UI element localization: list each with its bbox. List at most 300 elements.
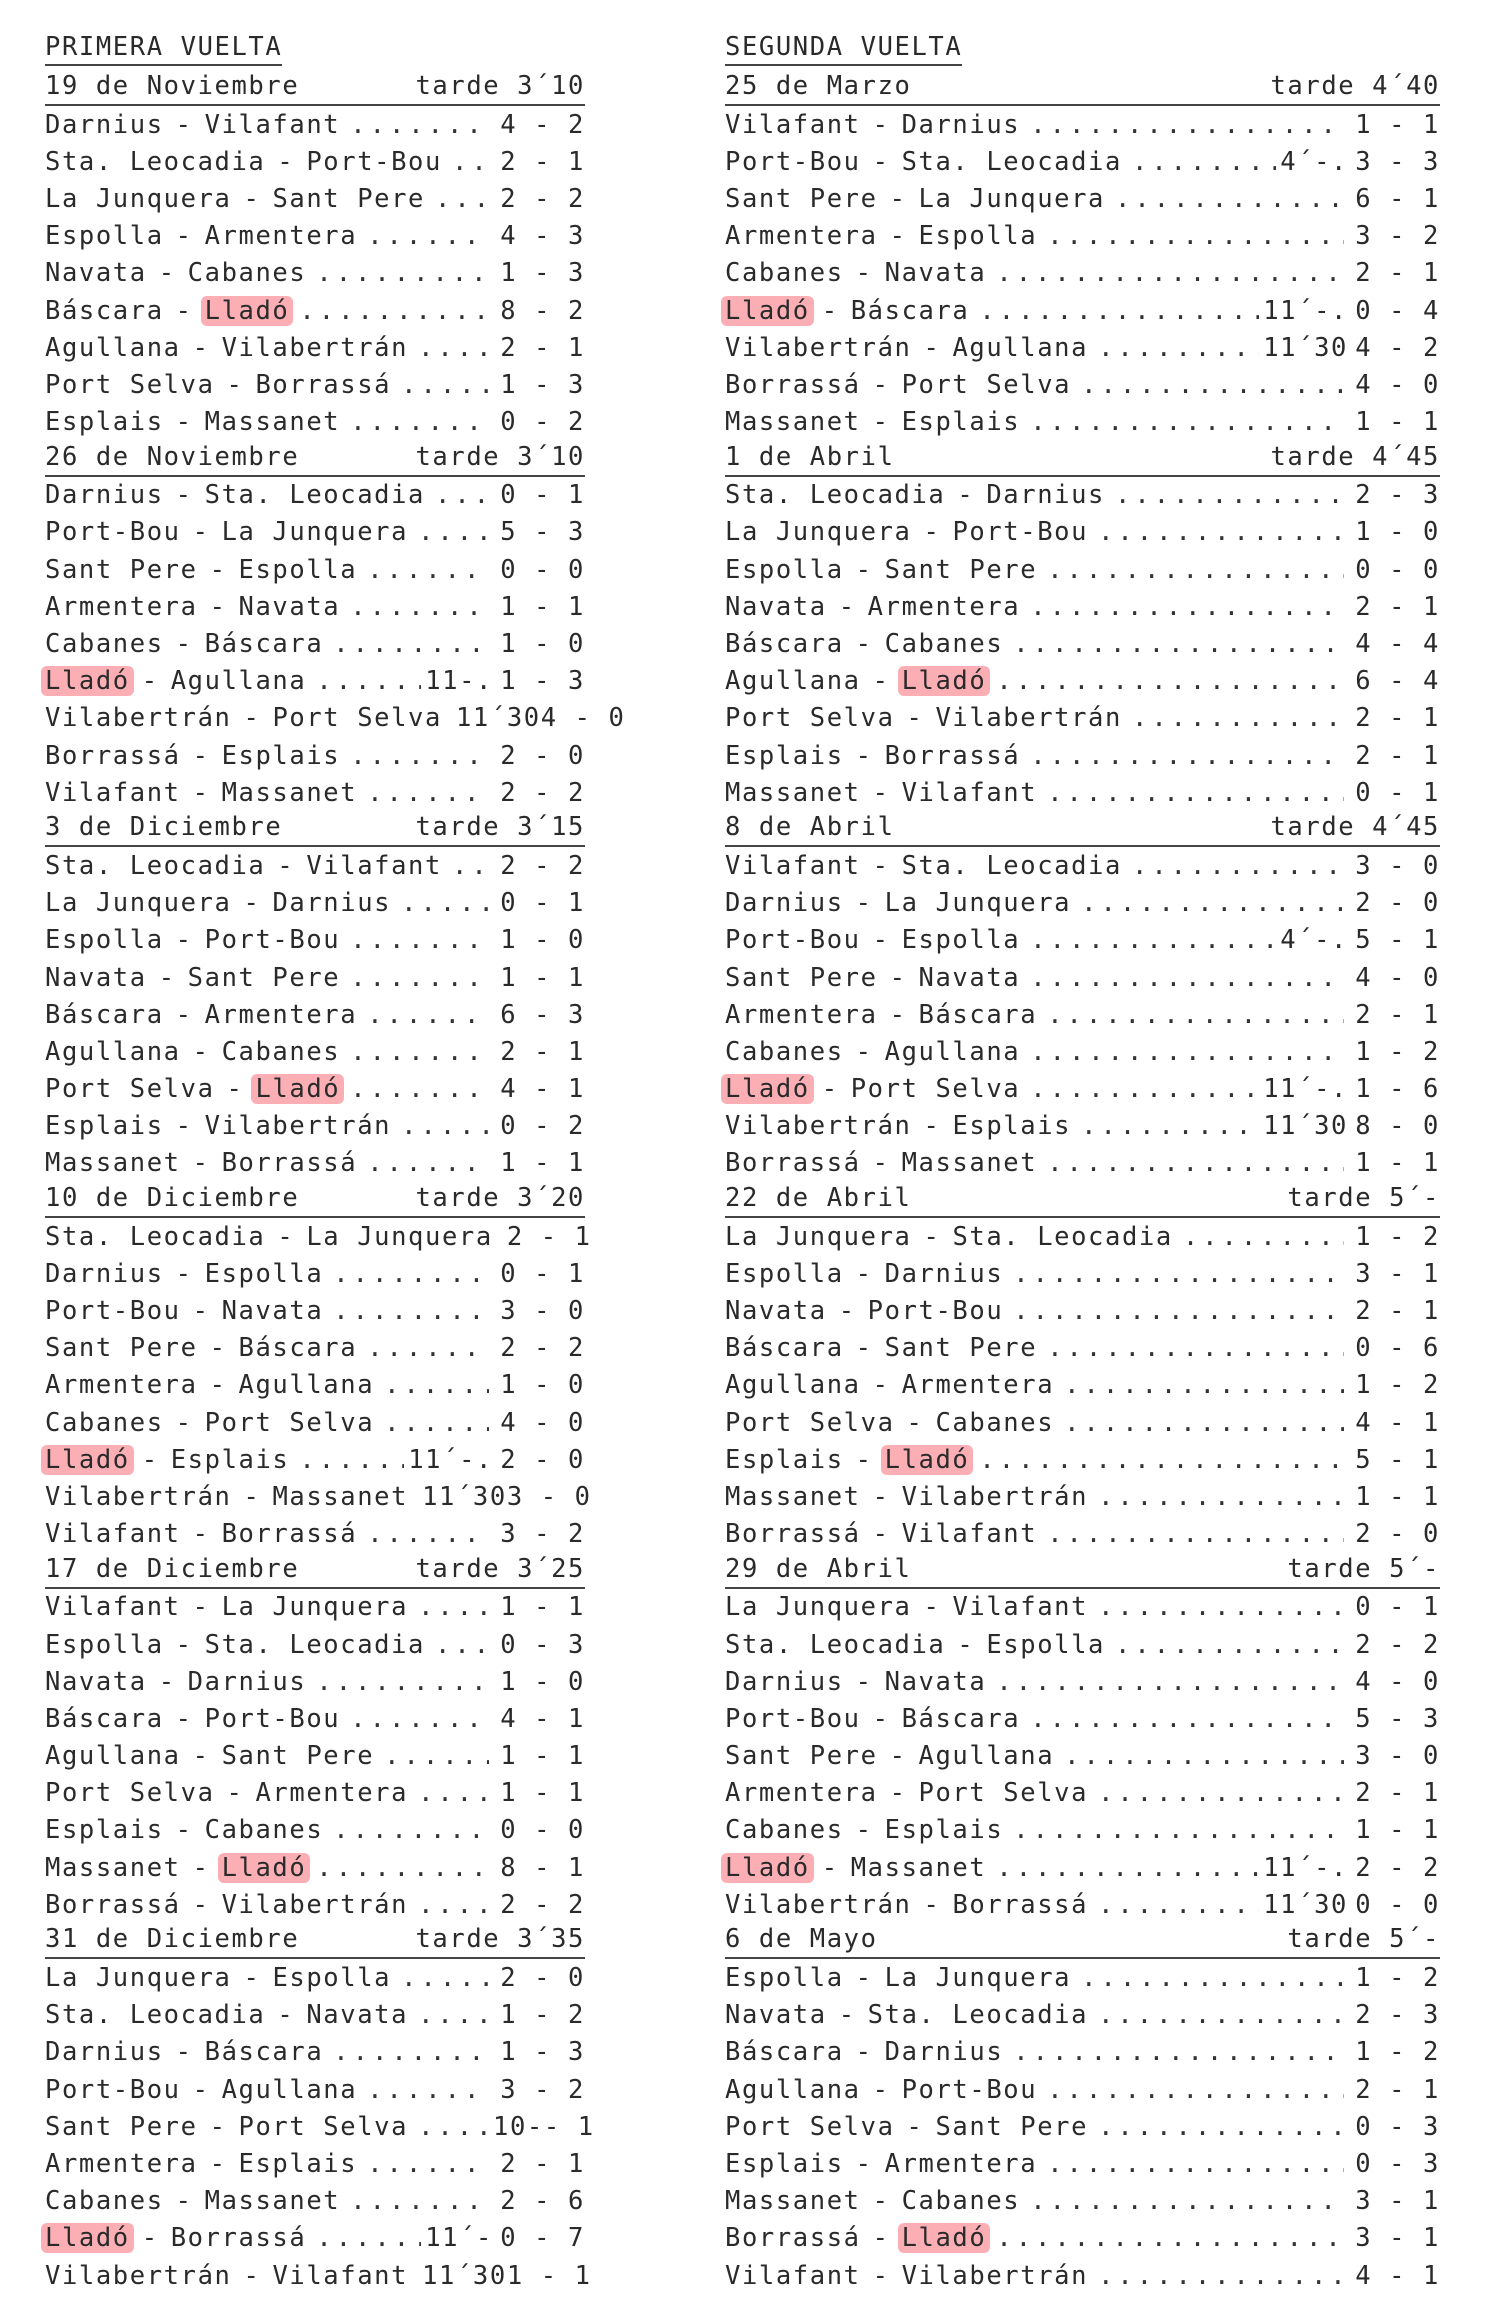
team-separator: - [192, 2074, 210, 2105]
dot-leader [401, 370, 489, 400]
match-score: 1 - 1 [506, 2260, 592, 2291]
home-team: Borrassá [725, 1148, 861, 1179]
match-row [45, 663, 585, 700]
away-team: La Junquera [221, 1592, 409, 1623]
away-team: Sant Pere [884, 1333, 1038, 1364]
match-row [725, 477, 1440, 514]
home-team: Darnius [725, 888, 844, 919]
match-row [725, 1700, 1440, 1737]
column-heading: SEGUNDA VUELTA [725, 30, 962, 66]
home-team: Báscara [725, 629, 844, 660]
home-team: Báscara [45, 295, 164, 326]
match-teams [45, 1630, 425, 1660]
home-team: Agullana [45, 332, 181, 363]
match-teams [725, 963, 1020, 993]
away-team: Navata [918, 962, 1021, 993]
match-time-note: 11´30 [1263, 332, 1348, 363]
dot-leader [418, 2000, 489, 2030]
away-team: Báscara [901, 1703, 1021, 1734]
dot-leader [333, 2037, 489, 2067]
match-teams [725, 1333, 1037, 1363]
match-row [45, 1218, 592, 1255]
home-team: Navata [45, 962, 147, 993]
team-separator: - [141, 1444, 159, 1475]
match-teams [725, 1222, 1173, 1252]
round-date: 1 de Abril [725, 441, 895, 472]
away-team: Armentera [204, 221, 358, 252]
team-separator: - [855, 554, 873, 585]
away-team: Armentera [204, 999, 358, 1030]
round-block [45, 811, 585, 1182]
home-team: Darnius [45, 1258, 164, 1289]
match-teams [45, 407, 340, 437]
match-teams [45, 1445, 289, 1475]
dot-leader [316, 2223, 421, 2253]
home-team: Massanet [725, 2186, 861, 2217]
match-row [725, 1959, 1440, 1996]
dot-leader [316, 258, 489, 288]
match-row [725, 1145, 1440, 1182]
match-row [45, 1330, 585, 1367]
match-score: 4 - 1 [500, 1703, 585, 1734]
dot-leader [1132, 703, 1344, 733]
home-team: Vilabertrán [45, 1481, 232, 1512]
dot-leader [299, 296, 489, 326]
away-team: Esplais [901, 407, 1021, 438]
away-team: Port-Bou [901, 2074, 1038, 2105]
match-row [45, 737, 585, 774]
match-score: 3 - 2 [500, 1519, 585, 1550]
team-separator: - [243, 183, 261, 214]
match-score: 10-- 1 [493, 2111, 595, 2142]
round-header [725, 1553, 1440, 1589]
dot-leader [350, 1074, 489, 1104]
team-separator: - [872, 1481, 890, 1512]
away-team: Cabanes [221, 1036, 341, 1067]
team-separator: - [192, 1296, 210, 1327]
home-team: Agullana [45, 1036, 181, 1067]
match-teams [725, 1370, 1054, 1400]
match-score: 2 - 2 [500, 183, 585, 214]
round-block [45, 441, 626, 812]
match-teams [45, 2112, 408, 2142]
match-row [725, 1663, 1440, 1700]
home-team: Sant Pere [45, 554, 198, 585]
match-teams [45, 2037, 323, 2067]
away-team: Esplais [952, 1111, 1072, 1142]
match-teams [45, 1963, 391, 1993]
away-team: Darnius [986, 480, 1106, 511]
round-time: tarde 3´35 [415, 1924, 585, 1955]
match-teams [725, 1704, 1020, 1734]
dot-leader [367, 1148, 489, 1178]
dot-leader [350, 2186, 489, 2216]
match-teams [725, 1408, 1054, 1438]
match-row [725, 1441, 1440, 1478]
home-team: Lladó [41, 2223, 134, 2253]
away-team: Navata [221, 1296, 324, 1327]
match-teams [45, 1259, 323, 1289]
home-team: Sta. Leocadia [45, 2000, 266, 2031]
match-teams [725, 2000, 1088, 2030]
dot-leader [333, 629, 489, 659]
match-score: 3 - 1 [1355, 2223, 1440, 2254]
team-separator: - [872, 925, 890, 956]
match-teams [45, 963, 340, 993]
team-separator: - [923, 332, 941, 363]
match-row [45, 1071, 585, 1108]
dot-leader [1115, 480, 1344, 510]
match-row [45, 2145, 585, 2182]
away-team: La Junquera [221, 517, 409, 548]
match-teams [45, 2186, 340, 2216]
round-date: 19 de Noviembre [45, 71, 300, 101]
match-teams [45, 1037, 340, 1067]
match-row [725, 737, 1440, 774]
dot-leader [350, 1704, 489, 1734]
dot-leader [350, 741, 489, 771]
team-separator: - [277, 2000, 295, 2031]
away-team: La Junquera [918, 183, 1106, 214]
team-separator: - [192, 1889, 210, 1920]
away-team: Báscara [918, 999, 1038, 1030]
match-teams [45, 2223, 306, 2253]
home-team: Vilafant [725, 2260, 861, 2291]
dot-leader [996, 2223, 1344, 2253]
home-team: Vilafant [725, 850, 861, 881]
away-team: Lladó [201, 296, 294, 326]
match-score: 2 - 1 [500, 332, 585, 363]
match-teams [45, 1111, 391, 1141]
match-score: 8 - 1 [500, 1852, 585, 1883]
match-score: 4 - 1 [500, 1074, 585, 1105]
team-separator: - [889, 183, 907, 214]
match-teams [725, 2037, 1003, 2067]
match-row [725, 1255, 1440, 1292]
home-team: Sant Pere [45, 1333, 198, 1364]
round-block [725, 441, 1440, 812]
team-separator: - [872, 2260, 890, 2291]
team-separator: - [243, 1963, 261, 1994]
match-row [725, 292, 1440, 329]
match-row [725, 218, 1440, 255]
match-score: 1 - 1 [500, 1592, 585, 1623]
team-separator: - [872, 850, 890, 881]
away-team: Vilabertrán [935, 703, 1122, 734]
match-score: 2 - 0 [500, 1963, 585, 1994]
dot-leader [1030, 1074, 1259, 1104]
away-team: Cabanes [935, 1407, 1055, 1438]
home-team: Armentera [725, 221, 878, 252]
away-team: Borrassá [255, 369, 392, 400]
dot-leader [384, 1741, 489, 1771]
home-team: Espolla [725, 554, 844, 585]
team-separator: - [141, 2223, 159, 2254]
dot-leader [435, 1630, 489, 1660]
match-row [725, 774, 1440, 811]
round-time: tarde 3´15 [415, 812, 585, 843]
team-separator: - [175, 2186, 193, 2217]
home-team: Navata [725, 2000, 827, 2031]
match-teams [725, 1482, 1088, 1512]
dot-leader [1064, 1741, 1344, 1771]
match-teams [725, 221, 1037, 251]
match-score: 2 - 2 [500, 1889, 585, 1920]
away-team: Sant Pere [187, 962, 341, 993]
match-row [725, 514, 1440, 551]
home-team: Lladó [721, 1074, 814, 1104]
away-team: Vilabertrán [901, 2260, 1089, 2291]
home-team: Vilabertrán [45, 703, 232, 734]
away-team: La Junquera [306, 1221, 493, 1252]
home-team: Agullana [725, 666, 861, 697]
home-team: Port Selva [725, 1407, 895, 1438]
home-team: Esplais [45, 407, 164, 438]
home-team: Port-Bou [45, 2074, 181, 2105]
match-teams [45, 1296, 323, 1326]
round-time: tarde 4´40 [1270, 71, 1440, 101]
home-team: Cabanes [725, 1815, 844, 1846]
dot-leader [333, 1815, 489, 1845]
away-team: Borrassá [221, 1148, 358, 1179]
team-separator: - [872, 1370, 890, 1401]
home-team: Báscara [725, 1333, 844, 1364]
match-teams [725, 1630, 1105, 1660]
home-team: Lladó [41, 1445, 134, 1475]
team-separator: - [906, 1407, 924, 1438]
round-header [45, 1923, 585, 1959]
match-time-note: 11´30 [455, 703, 541, 734]
team-separator: - [192, 1852, 210, 1883]
round-date: 22 de Abril [725, 1183, 912, 1214]
home-team: Cabanes [725, 258, 844, 289]
away-team: Báscara [850, 295, 970, 326]
team-separator: - [855, 1666, 873, 1697]
home-team: Port-Bou [725, 925, 861, 956]
match-row [725, 1626, 1440, 1663]
match-score: 0 - 3 [500, 1629, 585, 1660]
match-teams [725, 258, 986, 288]
away-team: Sta. Leocadia [952, 1221, 1173, 1252]
dot-leader [1115, 1630, 1344, 1660]
match-teams [725, 517, 1088, 547]
match-teams [725, 370, 1071, 400]
away-team: Agullana [952, 332, 1089, 363]
team-separator: - [209, 1333, 227, 1364]
dot-leader [1098, 2261, 1344, 2291]
away-team: Báscara [204, 2037, 324, 2068]
match-teams [725, 925, 1020, 955]
match-score: 2 - 2 [1355, 1629, 1440, 1660]
match-teams [45, 1815, 323, 1845]
match-row [45, 1812, 585, 1849]
home-team: Sta. Leocadia [45, 850, 266, 881]
away-team: Port-Bou [867, 1296, 1004, 1327]
match-teams [725, 629, 1003, 659]
match-teams [45, 480, 425, 510]
match-teams [725, 555, 1037, 585]
away-team: Espolla [204, 1258, 324, 1289]
team-separator: - [175, 1407, 193, 1438]
match-teams [45, 741, 340, 771]
away-team: Cabanes [204, 1815, 324, 1846]
match-teams [725, 147, 1122, 177]
team-separator: - [158, 258, 176, 289]
match-score: 3 - 0 [1355, 1741, 1440, 1772]
away-team: Lladó [898, 666, 991, 696]
match-score: 4 - 2 [1355, 332, 1440, 363]
match-row [725, 143, 1440, 180]
match-teams [725, 2261, 1088, 2291]
match-row [725, 2220, 1440, 2257]
match-time-note: 11-. [425, 666, 493, 697]
match-score: 2 - 1 [1355, 591, 1440, 622]
round-time: tarde 3´25 [415, 1553, 585, 1584]
team-separator: - [277, 1221, 295, 1252]
team-separator: - [175, 925, 193, 956]
round-header [45, 70, 585, 106]
dot-leader [1030, 592, 1344, 622]
match-score: 1 - 0 [500, 1666, 585, 1697]
dot-leader [350, 407, 489, 437]
away-team: Vilafant [306, 850, 442, 881]
home-team: Sta. Leocadia [45, 146, 266, 177]
match-time-note: 11´30 [422, 2260, 507, 2291]
match-row [725, 625, 1440, 662]
match-row [725, 1330, 1440, 1367]
match-score: 0 - 1 [500, 480, 585, 511]
match-time-note: 11´-. [1263, 295, 1348, 326]
team-separator: - [838, 2000, 856, 2031]
match-time-note: 11´- [425, 2223, 493, 2254]
match-teams [725, 1148, 1037, 1178]
round-block [45, 70, 585, 441]
dot-leader [1013, 2037, 1344, 2067]
away-team: Massanet [204, 407, 341, 438]
match-row [45, 1738, 585, 1775]
team-separator: - [192, 740, 210, 771]
away-team: Borrassá [221, 1519, 358, 1550]
match-teams [725, 888, 1071, 918]
away-team: Esplais [221, 740, 341, 771]
away-team: Vilabertrán [901, 1481, 1089, 1512]
match-score: 1 - 1 [500, 1148, 585, 1179]
team-separator: - [175, 109, 193, 140]
dot-leader [1081, 1111, 1259, 1141]
match-score: 6 - 4 [1355, 666, 1440, 697]
home-team: Port-Bou [45, 1296, 181, 1327]
match-row [45, 625, 585, 662]
match-teams [45, 2261, 408, 2291]
home-team: Sant Pere [725, 962, 878, 993]
dot-leader [1013, 629, 1344, 659]
match-score: 1 - 3 [500, 369, 585, 400]
team-separator: - [209, 2111, 227, 2142]
match-row [45, 2108, 595, 2145]
dot-leader [1047, 1333, 1344, 1363]
away-team: Port Selva [850, 1074, 1021, 1105]
match-score: 1 - 1 [500, 962, 585, 993]
away-team: La Junquera [884, 1963, 1072, 1994]
match-teams [45, 1482, 408, 1512]
match-score: 0 - 2 [500, 407, 585, 438]
home-team: Espolla [725, 1258, 844, 1289]
match-score: 2 - 6 [500, 2186, 585, 2217]
match-row [725, 1738, 1440, 1775]
away-team: Port Selva [918, 1778, 1089, 1809]
round-date: 17 de Diciembre [45, 1553, 300, 1584]
match-score: 4 - 2 [500, 109, 585, 140]
team-separator: - [175, 480, 193, 511]
home-team: Vilabertrán [725, 1889, 912, 1920]
match-score: 2 - 1 [500, 146, 585, 177]
away-team: Armentera [255, 1778, 409, 1809]
dot-leader [367, 778, 489, 808]
dot-leader [367, 2075, 489, 2105]
match-teams [45, 1741, 374, 1771]
match-teams [45, 555, 357, 585]
home-team: Báscara [45, 1703, 164, 1734]
round-date: 26 de Noviembre [45, 441, 300, 472]
dot-leader [333, 1259, 489, 1289]
match-score: 1 - 1 [1355, 1815, 1440, 1846]
match-teams [45, 333, 408, 363]
match-row [45, 366, 585, 403]
team-separator: - [906, 2111, 924, 2142]
round-block [45, 1182, 592, 1553]
dot-leader [1013, 1259, 1344, 1289]
match-row [725, 996, 1440, 1033]
match-score: 1 - 1 [1355, 1148, 1440, 1179]
dot-leader [1047, 1000, 1344, 1030]
dot-leader [1132, 147, 1276, 177]
match-teams [725, 851, 1122, 881]
dot-leader [367, 1519, 489, 1549]
round-block [45, 1553, 585, 1924]
match-teams [45, 1074, 340, 1104]
match-score: 0 - 7 [500, 2223, 585, 2254]
match-teams [45, 1778, 408, 1808]
match-score: 3 - 2 [1355, 221, 1440, 252]
match-teams [725, 778, 1037, 808]
match-time-note: 11´-. [1263, 1852, 1348, 1883]
home-team: Port Selva [725, 703, 895, 734]
home-team: Port-Bou [725, 146, 861, 177]
match-score: 6 - 1 [1355, 183, 1440, 214]
round-date: 25 de Marzo [725, 71, 912, 101]
home-team: Port Selva [45, 369, 215, 400]
away-team: Cabanes [901, 2186, 1021, 2217]
match-score: 1 - 2 [1355, 1221, 1440, 1252]
home-team: Sta. Leocadia [45, 1221, 266, 1252]
home-team: Vilabertrán [725, 1111, 912, 1142]
home-team: Navata [45, 1666, 147, 1697]
match-score: 1 - 2 [1355, 1036, 1440, 1067]
home-team: Cabanes [725, 1036, 844, 1067]
segunda-vuelta-column [725, 30, 1440, 2294]
match-time-note: 11´30 [422, 1481, 507, 1512]
team-separator: - [855, 1333, 873, 1364]
match-score: 1 - 3 [500, 666, 585, 697]
home-team: Vilafant [45, 777, 181, 808]
home-team: Vilafant [45, 1592, 181, 1623]
dot-leader [1047, 2075, 1344, 2105]
dot-leader [979, 296, 1259, 326]
match-row [725, 1367, 1440, 1404]
round-time: tarde 5´- [1287, 1553, 1440, 1584]
away-team: Esplais [170, 1444, 290, 1475]
match-row [725, 551, 1440, 588]
